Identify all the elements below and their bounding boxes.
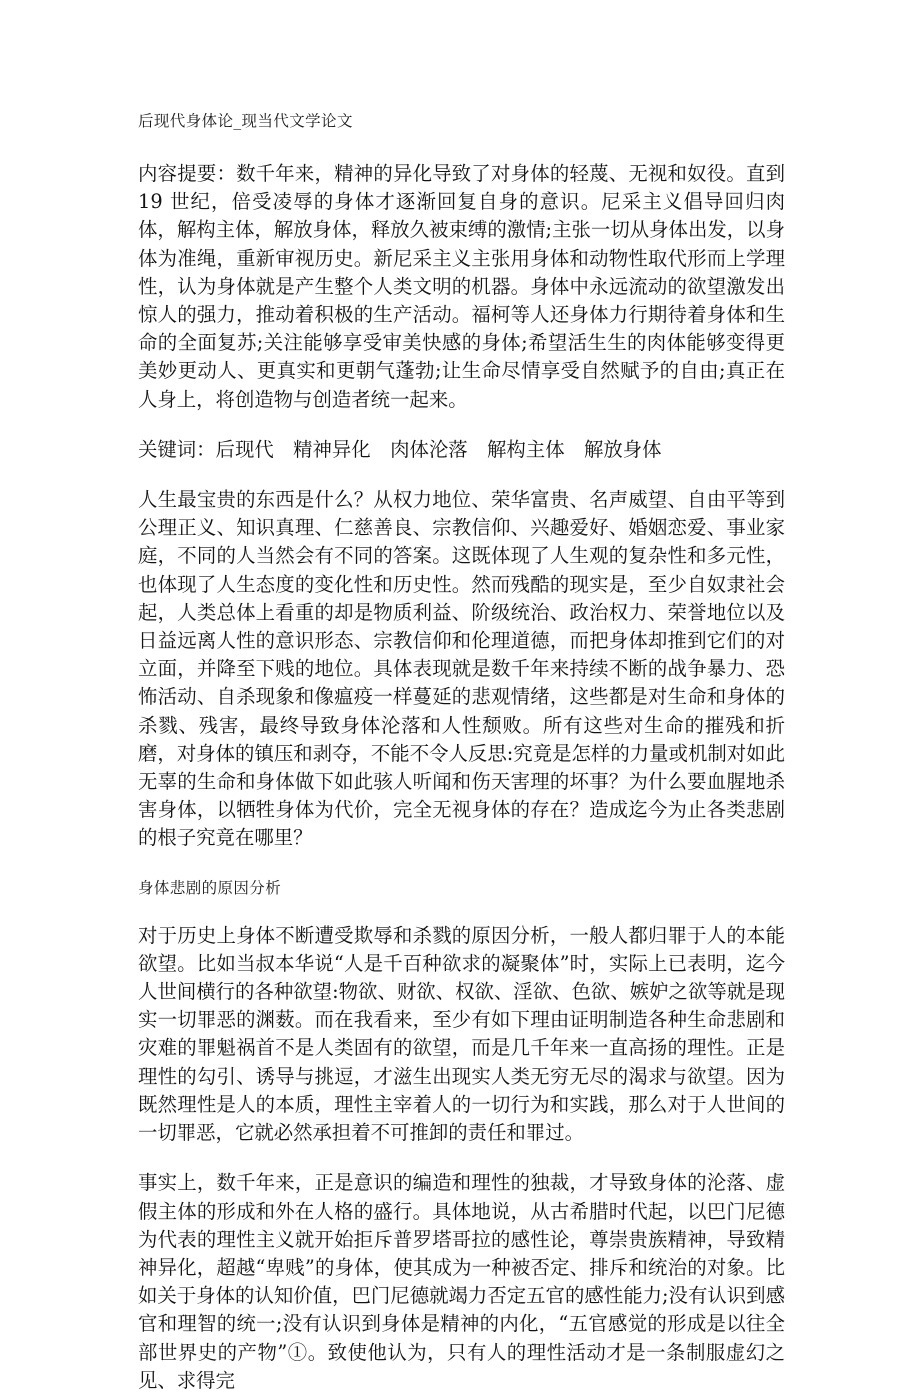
section-heading-cause-analysis: 身体悲剧的原因分析 [138,878,282,897]
keywords-line: 关键词：后现代 精神异化 肉体沦落 解构主体 解放身体 [138,437,662,461]
body-paragraph-2: 对于历史上身体不断遭受欺辱和杀戮的原因分析，一般人都归罪于人的本能欲望。比如当叔本华说“人是千百种欲求的凝聚体”时，实际上已表明，迄今人世间横行的各种欲望:物欲、财欲、权欲、淫欲、色欲、嫉妒之欲等就是现实一切罪恶的渊薮。而在我看来，至少有如下理由证明制造各种生命悲剧和灾难的罪魁祸首不是人类固有的欲望，而是几千年来一直高扬的理性。正是理性的勾引、诱导与挑逗，才滋生出现实人类无穷无尽的渴求与欲望。因为既然理性是人的本质，理性主宰着人的一切行为和实践，那么对于人世间的一切罪恶，它就必然承担着不可推卸的责任和罪过。 [138,923,785,1145]
abstract-paragraph: 内容提要：数千年来，精神的异化导致了对身体的轻蔑、无视和奴役。直到 19 世纪，倍受凌辱的身体才逐渐回复自身的意识。尼采主义倡导回归肉体，解构主体，解放身体，释放久被束缚的激情;主张一切从身体出发，以身体为准绳，重新审视历史。新尼采主义主张用身体和动物性取代形而上学理性，认为身体就是产生整个人类文明的机器。身体中永远流动的欲望激发出惊人的强力，推动着积极的生产活动。福柯等人还身体力行期待着身体和生命的全面复苏;关注能够享受审美快感的身体;希望活生生的肉体能够变得更美妙更动人、更真实和更朝气蓬勃;让生命尽情享受自然赋予的自由;真正在人身上，将创造物与创造者统一起来。 [138,162,785,411]
body-paragraph-1: 人生最宝贵的东西是什么？从权力地位、荣华富贵、名声威望、自由平等到公理正义、知识真理、仁慈善良、宗教信仰、兴趣爱好、婚姻恋爱、事业家庭，不同的人当然会有不同的答案。这既体现了人生观的复杂性和多元性，也体现了人生态度的变化性和历史性。然而残酷的现实是，至少自奴隶社会起，人类总体上看重的却是物质利益、阶级统治、政治权力、荣誉地位以及日益远离人性的意识形态、宗教信仰和伦理道德，而把身体却推到它们的对立面，并降至下贱的地位。具体表现就是数千年来持续不断的战争暴力、恐怖活动、自杀现象和像瘟疫一样蔓延的悲观情绪，这些都是对生命和身体的杀戮、残害，最终导致身体沦落和人性颓败。所有这些对生命的摧残和折磨，对身体的镇压和剥夺，不能不令人反思:究竟是怎样的力量或机制对如此无辜的生命和身体做下如此骇人听闻和伤天害理的坏事？为什么要血腥地杀害身体，以牺牲身体为代价，完全无视身体的存在？造成迄今为止各类悲剧的根子究竟在哪里？ [138,488,785,850]
document-title: 后现代身体论_现当代文学论文 [138,112,353,130]
body-paragraph-3: 事实上，数千年来，正是意识的编造和理性的独裁，才导致身体的沦落、虚假主体的形成和外在人格的盛行。具体地说，从古希腊时代起，以巴门尼德为代表的理性主义就开始拒斥普罗塔哥拉的感性论，尊崇贵族精神，导致精神异化，超越“卑贱”的身体，使其成为一种被否定、排斥和统治的对象。比如关于身体的认知价值，巴门尼德就竭力否定五官的感性能力;没有认识到感官和理智的统一;没有认识到身体是精神的内化，“五官感觉的形成是以往全部世界史的产物”①。致使他认为，只有人的理性活动才是一条制服虚幻之见、求得完 [138,1171,785,1392]
